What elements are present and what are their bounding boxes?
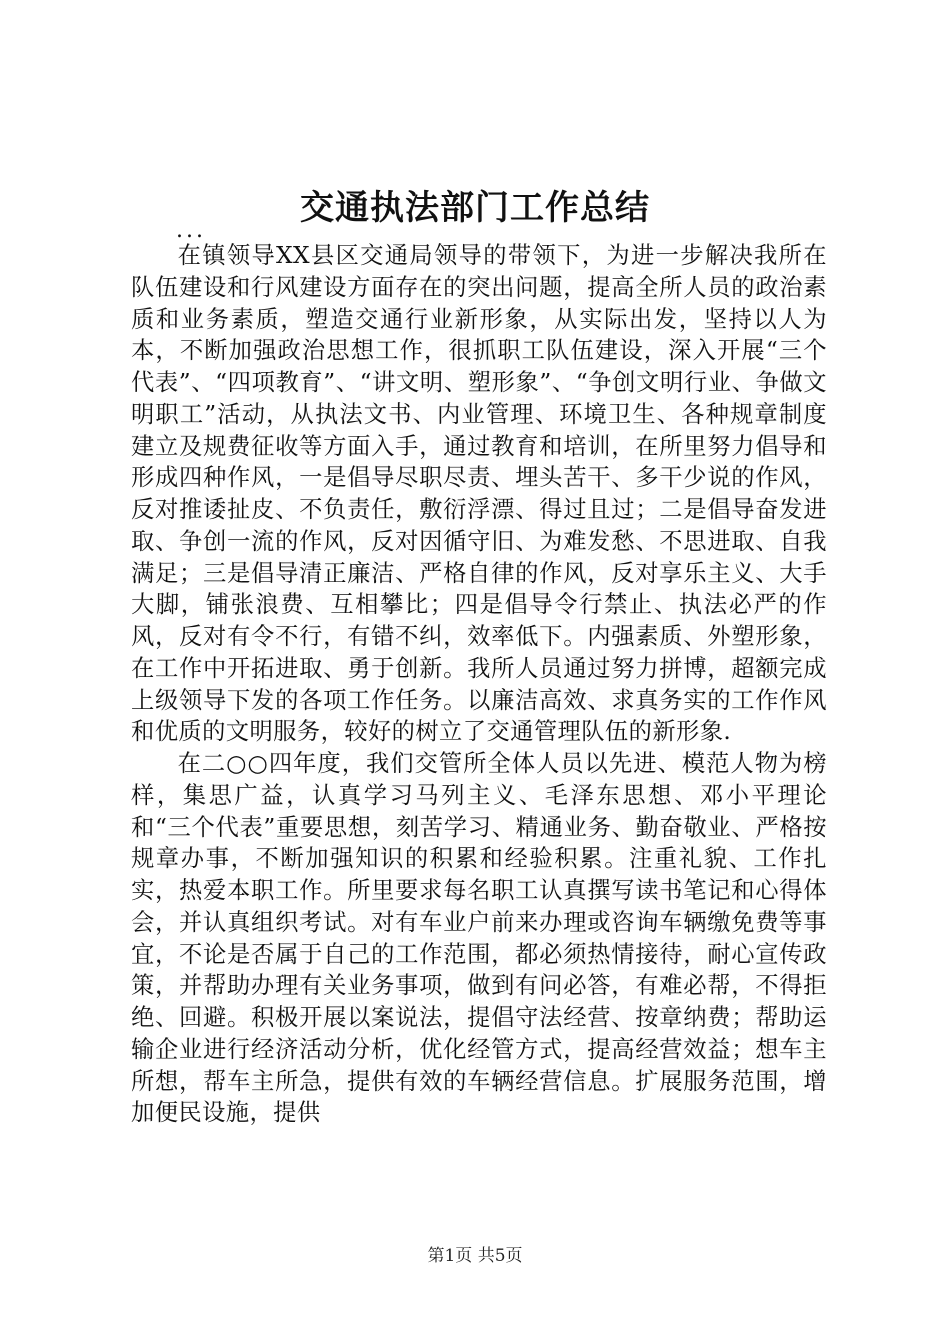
document-title: 交通执法部门工作总结 bbox=[300, 188, 650, 228]
page-footer: 第1页 共5页 bbox=[427, 1246, 523, 1266]
document-body bbox=[131, 240, 827, 1129]
paragraph-2: 在二○○四年度，我们交管所全体人员以先进、模范人物为榜样，集思广益，认真学习马列主义、毛泽东思想、邓小平理论和“三个代表”重要思想，刻苦学习、精通业务、勤奋敬业、严格按规章办事，不断加强知识的积累和经验积累。注重礼貌、工作扎实，热爱本职工作。所里要求每名职工认真撰写读书笔记和心得体会，并认真组织考试。对有车业户前来办理或咨询车辆缴免费等事宜，不论是否属于自己的工作范围，都必须热情接待，耐心宣传政策，并帮助办理有关业务事项，做到有问必答，有难必帮，不得拒绝、回避。积极开展以案说法，提倡守法经营、按章纳费；帮助运输企业进行经济活动分析，优化经管方式，提高经营效益；想车主所想，帮车主所急，提供有效的车辆经营信息。扩展服务范围，增加便民设施，提供 bbox=[131, 750, 827, 1127]
paragraph-1: 在镇领导XX县区交通局领导的带领下，为进一步解决我所在队伍建设和行风建设方面存在的突出问题，提高全所人员的政治素质和业务素质，塑造交通行业新形象，从实际出发，坚持以人为本，不断加强政治思想工作，很抓职工队伍建设，深入开展“三个代表”、“四项教育”、“讲文明、塑形象”、“争创文明行业、争做文明职工”活动，从执法文书、内业管理、环境卫生、各种规章制度建立及规费征收等方面入手，通过教育和培训，在所里努力倡导和形成四种作风，一是倡导尽职尽责、埋头苦干、多干少说的作风，反对推诿扯皮、不负责任，敷衍浮漂、得过且过；二是倡导奋发进取、争创一流的作风，反对因循守旧、为难发愁、不思进取、自我满足；三是倡导清正廉洁、严格自律的作风，反对享乐主义、大手大脚，铺张浪费、互相攀比；四是倡导令行禁止、执法必严的作风，反对有令不行，有错不纠，效率低下。内强素质、外塑形象，在工作中开拓进取、勇于创新。我所人员通过努力拼博，超额完成上级领导下发的各项工作任务。以廉洁高效、求真务实的工作作风和优质的文明服务，较好的树立了交通管理队伍的新形象. bbox=[131, 242, 827, 746]
ellipsis-marker: ... bbox=[176, 218, 206, 243]
